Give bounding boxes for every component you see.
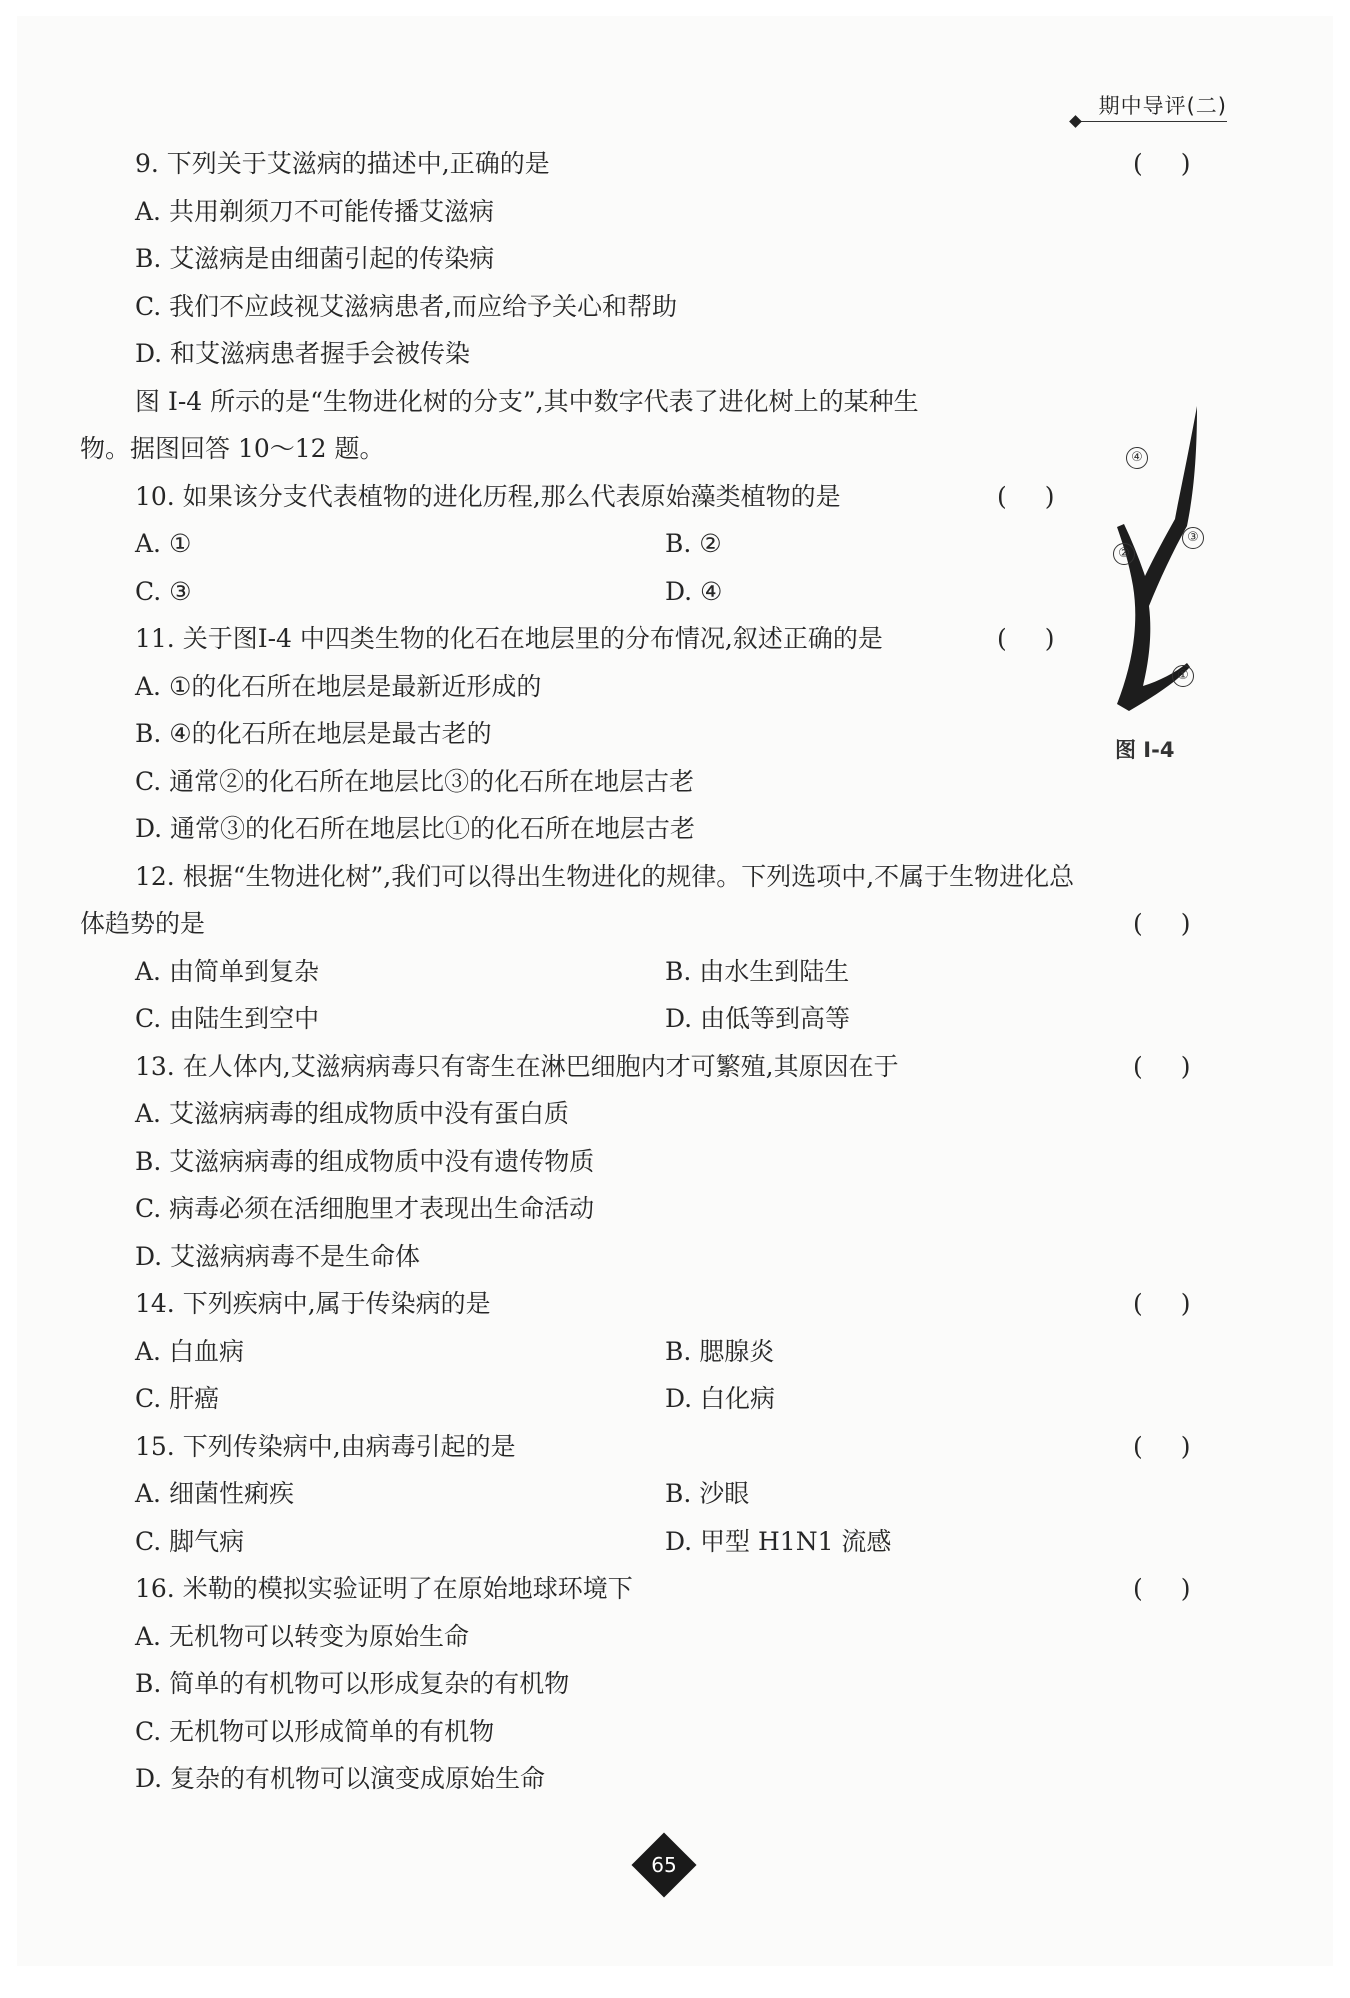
question-12-option-b: B. 由水生到陆生 [665,957,850,986]
question-16-stem: 16. 米勒的模拟实验证明了在原始地球环境下 [135,1574,633,1603]
question-10-answer-blank[interactable]: () [997,482,1093,511]
question-16-answer-blank[interactable]: () [1133,1574,1229,1603]
question-12-option-a: A. 由简单到复杂 [135,957,319,986]
question-16-option-c: C. 无机物可以形成简单的有机物 [135,1717,495,1746]
question-15-answer-blank[interactable]: () [1133,1432,1229,1461]
figure-intro-line-1: 图 Ⅰ-4 所示的是“生物进化树的分支”,其中数字代表了进化树上的某种生 [135,387,919,416]
question-15-option-d: D. 甲型 H1N1 流感 [665,1527,892,1556]
question-10-option-b: B. ② [665,529,722,558]
question-15-stem: 15. 下列传染病中,由病毒引起的是 [135,1432,516,1461]
tree-label-1: ① [1172,665,1194,687]
question-9-option-a: A. 共用剃须刀不可能传播艾滋病 [135,197,494,226]
question-9-option-b: B. 艾滋病是由细菌引起的传染病 [135,244,495,273]
question-13-stem: 13. 在人体内,艾滋病病毒只有寄生在淋巴细胞内才可繁殖,其原因在于 [135,1052,899,1081]
question-13-answer-blank[interactable]: () [1133,1052,1229,1081]
question-10-option-c: C. ③ [135,577,192,606]
question-16-option-b: B. 简单的有机物可以形成复杂的有机物 [135,1669,570,1698]
question-9-answer-blank[interactable]: () [1133,149,1229,178]
figure-intro-line-2: 物。据图回答 10～12 题。 [80,434,385,463]
question-12-answer-blank[interactable]: () [1133,909,1229,938]
question-12-stem-line-2: 体趋势的是 [80,909,206,938]
question-9-option-c: C. 我们不应歧视艾滋病患者,而应给予关心和帮助 [135,292,678,321]
question-10-stem: 10. 如果该分支代表植物的进化历程,那么代表原始藻类植物的是 [135,482,841,511]
question-9-option-d: D. 和艾滋病患者握手会被传染 [135,339,471,368]
question-14-answer-blank[interactable]: () [1133,1289,1229,1318]
question-14-option-b: B. 腮腺炎 [665,1337,775,1366]
question-12-option-d: D. 由低等到高等 [665,1004,851,1033]
tree-label-4: ④ [1126,447,1148,469]
question-9-stem: 9. 下列关于艾滋病的描述中,正确的是 [135,149,550,178]
section-title: 期中导评(二) [1098,94,1227,118]
question-13-option-c: C. 病毒必须在活细胞里才表现出生命活动 [135,1194,595,1223]
question-13-option-b: B. 艾滋病病毒的组成物质中没有遗传物质 [135,1147,595,1176]
question-16-option-a: A. 无机物可以转变为原始生命 [135,1622,469,1651]
header-rule [1077,121,1227,122]
question-14-option-d: D. 白化病 [665,1384,776,1413]
figure-caption: 图 Ⅰ-4 [1115,738,1175,762]
question-11-stem: 11. 关于图Ⅰ-4 中四类生物的化石在地层里的分布情况,叙述正确的是 [135,624,883,653]
question-13-option-a: A. 艾滋病病毒的组成物质中没有蛋白质 [135,1099,569,1128]
question-15-option-b: B. 沙眼 [665,1479,750,1508]
question-14-option-a: A. 白血病 [135,1337,244,1366]
question-15-option-c: C. 脚气病 [135,1527,245,1556]
tree-label-2: ② [1113,543,1135,565]
question-11-option-d: D. 通常③的化石所在地层比①的化石所在地层古老 [135,814,696,843]
question-10-option-a: A. ① [135,529,192,558]
question-14-stem: 14. 下列疾病中,属于传染病的是 [135,1289,491,1318]
evolution-tree-figure [1097,401,1237,721]
question-11-option-b: B. ④的化石所在地层是最古老的 [135,719,492,748]
diamond-icon [1069,115,1082,128]
question-13-option-d: D. 艾滋病病毒不是生命体 [135,1242,421,1271]
worksheet-page [17,16,1333,1966]
question-10-option-d: D. ④ [665,577,723,606]
question-11-option-a: A. ①的化石所在地层是最新近形成的 [135,672,542,701]
question-12-option-c: C. 由陆生到空中 [135,1004,320,1033]
question-14-option-c: C. 肝癌 [135,1384,220,1413]
question-11-answer-blank[interactable]: () [997,624,1093,653]
section-header [1077,80,1227,126]
tree-label-3: ③ [1182,527,1204,549]
question-11-option-c: C. 通常②的化石所在地层比③的化石所在地层古老 [135,767,695,796]
question-16-option-d: D. 复杂的有机物可以演变成原始生命 [135,1764,546,1793]
question-15-option-a: A. 细菌性痢疾 [135,1479,294,1508]
question-12-stem-line-1: 12. 根据“生物进化树”,我们可以得出生物进化的规律。下列选项中,不属于生物进化总 [135,862,1075,891]
page-number: 65 [651,1853,677,1877]
